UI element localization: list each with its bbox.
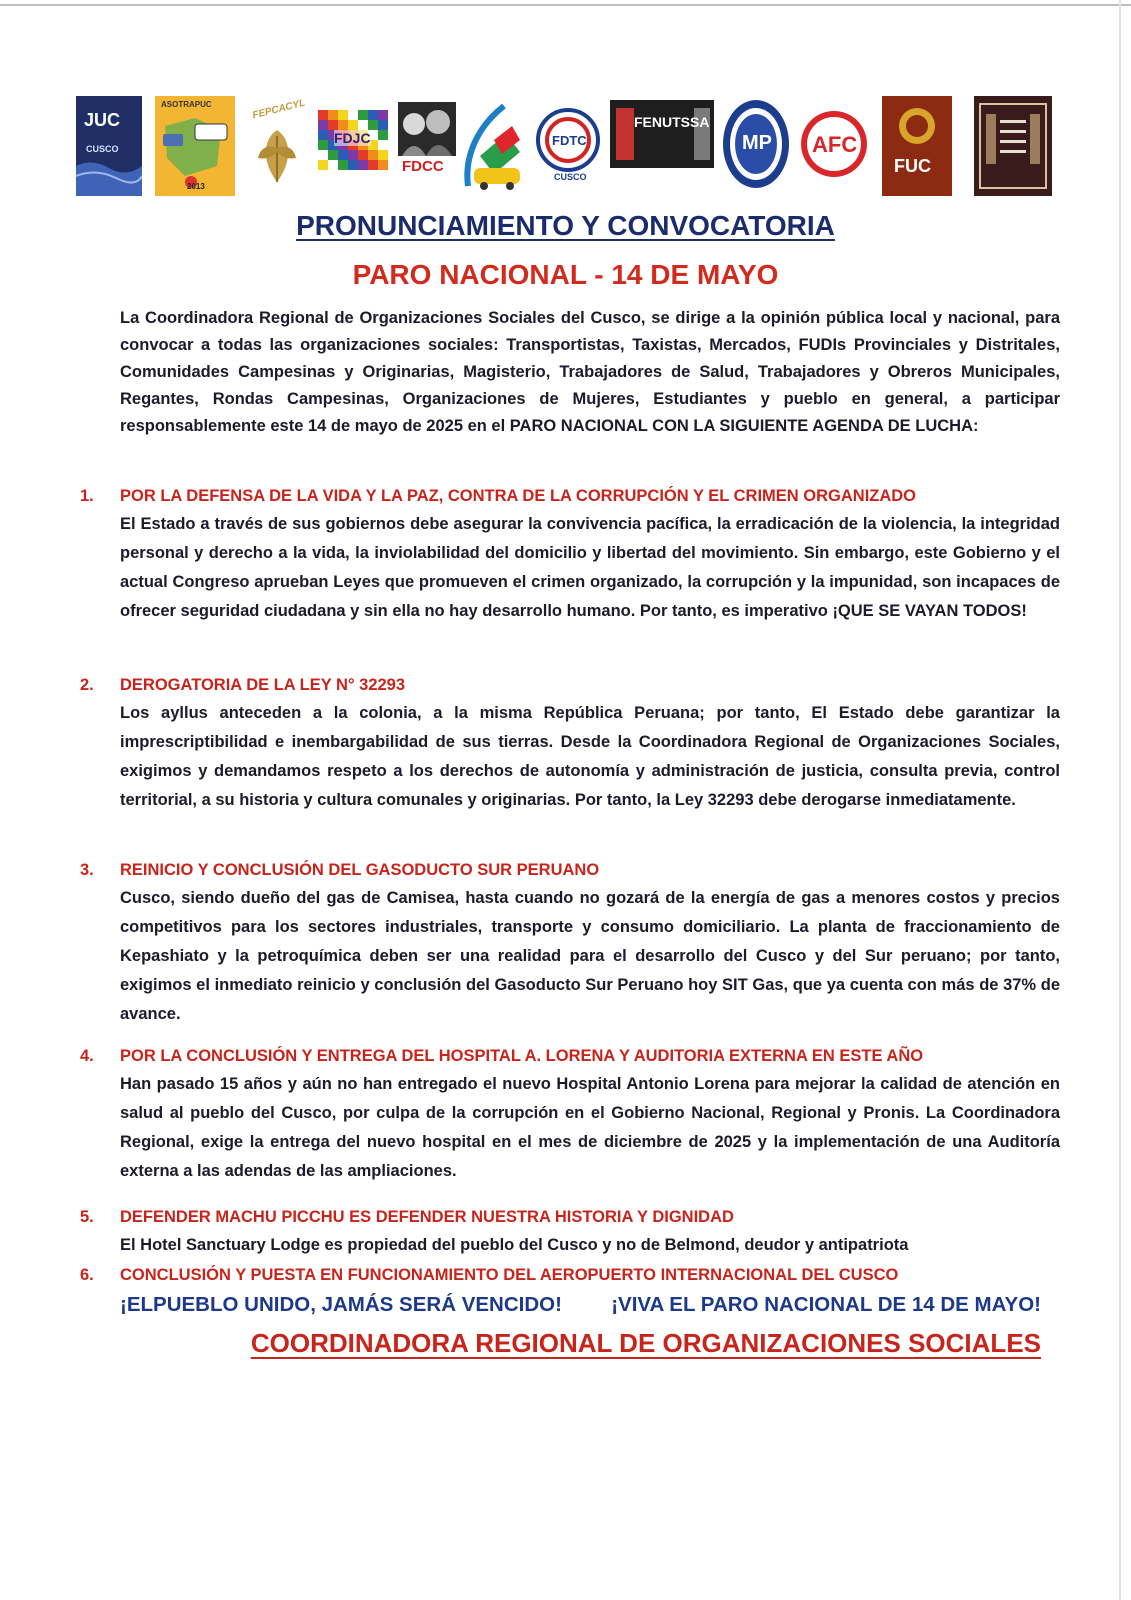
agenda-item-number: 5. xyxy=(80,1208,94,1226)
agenda-item-body: Cusco, siendo dueño del gas de Camisea, hasta cuando no gozará de la energía de gas a menores costos y precios competitivos para los sectores industriales, transporte y consumo domiciliario. La planta de fraccionamiento de Kepashiato y la petroquímica deben ser una realidad para el desarrollo del Cusco y del Sur peruano; por tanto, exigimos el inmediato reinicio y conclusión del Gasoducto Sur Peruano hoy SIT Gas, que ya cuenta con más de 37% de avance. xyxy=(120,889,1060,1023)
taxi-federation-logo xyxy=(460,96,526,196)
afc-logo-text: AFC xyxy=(812,132,858,157)
agenda-item-number: 2. xyxy=(80,676,94,694)
agenda-item-5 xyxy=(80,1204,1060,1260)
scan-top-edge xyxy=(0,4,1131,6)
fdtc-logo xyxy=(528,96,608,196)
agenda-item-4 xyxy=(80,1043,1060,1186)
asotrapuc-logo-year: 2013 xyxy=(187,182,205,191)
agenda-item-2 xyxy=(80,672,1060,815)
fdcc-logo-text: FDCC xyxy=(402,158,444,175)
fdtc-logo-text: FDTC xyxy=(552,133,587,148)
agenda-item-number: 4. xyxy=(80,1047,94,1065)
asotrapuc-logo xyxy=(155,96,235,196)
juc-logo xyxy=(76,96,142,196)
fenutssa-logo xyxy=(608,96,716,196)
fenutssa-logo-text: FENUTSSA xyxy=(634,114,710,130)
fdtc-logo-subtext: CUSCO xyxy=(554,172,587,182)
agenda-item-heading: POR LA DEFENSA DE LA VIDA Y LA PAZ, CONTRA DE LA CORRUPCIÓN Y EL CRIMEN ORGANIZADO xyxy=(120,487,917,505)
agenda-item-number: 3. xyxy=(80,861,94,879)
agenda-item-body: El Estado a través de sus gobiernos debe asegurar la convivencia pacífica, la erradicación de la violencia, la integridad personal y derecho a la vida, la inviolabilidad del domicilio y libertad del movimiento. Sin embargo, este Gobierno y el actual Congreso aprueban Leyes que promueven el crimen organizado, la corrupción y la impunidad, son incapaces de ofrecer seguridad ciudadana y sin ella no hay desarrollo humano. Por tanto, es imperativo ¡QUE SE VAYAN TODOS! xyxy=(120,515,1060,620)
document-seal-logo xyxy=(974,96,1052,196)
fuc-logo-text: FUC xyxy=(894,156,931,176)
asotrapuc-logo-text: ASOTRAPUC xyxy=(161,100,212,109)
mp-logo-text: MP xyxy=(742,132,772,154)
agenda-item-body: El Hotel Sanctuary Lodge es propiedad del pueblo del Cusco y no de Belmond, deudor y antipatriota xyxy=(120,1236,909,1254)
agenda-item-body: Los ayllus anteceden a la colonia, a la misma República Peruana; por tanto, El Estado debe garantizar la imprescriptibilidad e inembargabilidad de sus tierras. Desde la Coordinadora Regional de Organizaciones Sociales, exigimos y demandamos respeto a los derechos de autonomía y administración de justicia, consulta previa, control territorial, a su historia y cultura comunales y originarias. Por tanto, la Ley 32293 debe derogarse inmediatamente. xyxy=(120,704,1060,809)
juc-logo-subtext: CUSCO xyxy=(86,144,119,154)
agenda-item-heading: DEFENDER MACHU PICCHU ES DEFENDER NUESTRA HISTORIA Y DIGNIDAD xyxy=(120,1208,734,1226)
agenda-item-3 xyxy=(80,857,1060,1029)
signature-organization: COORDINADORA REGIONAL DE ORGANIZACIONES SOCIALES xyxy=(250,1328,1041,1358)
logos-row xyxy=(76,96,1066,200)
slogan-right: ¡VIVA EL PARO NACIONAL DE 14 DE MAYO! xyxy=(611,1293,1041,1316)
document-subtitle: PARO NACIONAL - 14 DE MAYO xyxy=(352,259,779,290)
mp-logo xyxy=(720,96,792,196)
agenda-item-6 xyxy=(80,1262,1060,1289)
agenda-item-heading: DEROGATORIA DE LA LEY N° 32293 xyxy=(120,676,406,694)
agenda-item-number: 6. xyxy=(80,1266,94,1284)
agenda-item-body: Han pasado 15 años y aún no han entregado el nuevo Hospital Antonio Lorena para mejorar la calidad de atención en salud al pueblo del Cusco, por culpa de la corrupción en el Gobierno Nacional, Regional y Pronis. La Coordinadora Regional, exige la entrega del nuevo hospital en el mes de diciembre de 2025 y la implementación de una Auditoría externa a las adendas de las ampliaciones. xyxy=(120,1075,1060,1180)
agenda-item-heading: CONCLUSIÓN Y PUESTA EN FUNCIONAMIENTO DEL AEROPUERTO INTERNACIONAL DEL CUSCO xyxy=(120,1266,899,1284)
agenda-item-1 xyxy=(80,483,1060,626)
agenda-item-heading: REINICIO Y CONCLUSIÓN DEL GASODUCTO SUR PERUANO xyxy=(120,861,600,879)
fepcacyl-logo-text: FEPCACYL xyxy=(251,97,307,122)
fdjc-logo xyxy=(316,96,390,196)
agenda-item-heading: POR LA CONCLUSIÓN Y ENTREGA DEL HOSPITAL A. LORENA Y AUDITORIA EXTERNA EN ESTE AÑO xyxy=(120,1047,924,1065)
fuc-logo xyxy=(882,96,952,196)
fepcacyl-logo xyxy=(244,96,310,196)
slogan-left: ¡ELPUEBLO UNIDO, JAMÁS SERÁ VENCIDO! xyxy=(120,1293,562,1316)
afc-logo xyxy=(798,96,870,196)
fdjc-logo-text: FDJC xyxy=(334,130,371,146)
document-title: PRONUNCIAMIENTO Y CONVOCATORIA xyxy=(296,210,835,241)
intro-paragraph: La Coordinadora Regional de Organizaciones Sociales del Cusco, se dirige a la opinión pública local y nacional, para convocar a todas las organizaciones sociales: Transportistas, Taxistas, Mercados, FUDIs Provinciales y Distritales, Comunidades Campesinas y Originarias, Magisterio, Trabajadores de Salud, Trabajadores y Obreros Municipales, Regantes, Rondas Campesinas, Organizaciones de Mujeres, Estudiantes y pueblo en general, a participar responsablemente este 14 de mayo de 2025 en el PARO NACIONAL CON LA SIGUIENTE AGENDA DE LUCHA: xyxy=(120,309,1060,435)
juc-logo-text: JUC xyxy=(84,110,121,130)
fdcc-logo xyxy=(396,96,458,196)
agenda-item-number: 1. xyxy=(80,487,94,505)
